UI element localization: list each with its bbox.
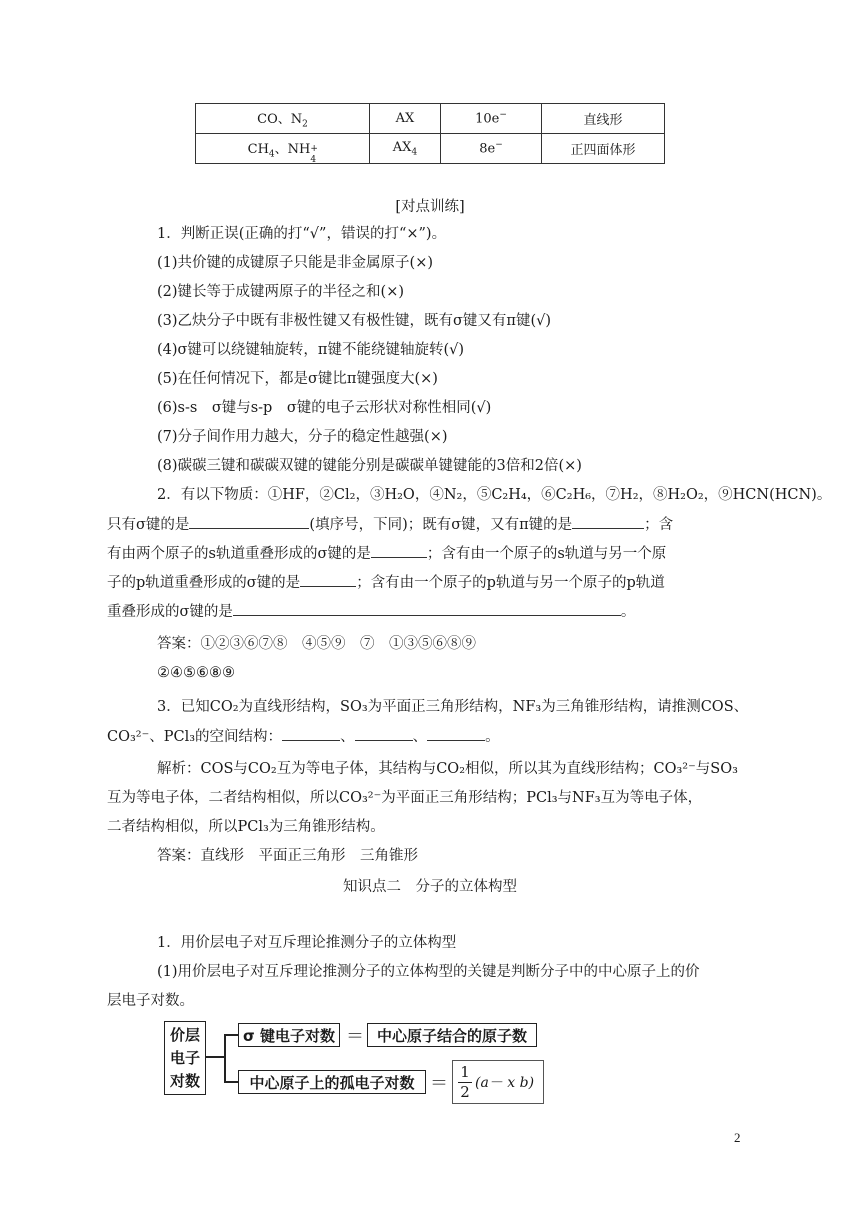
table-row <box>196 104 665 134</box>
q2-answer: 答案：①②③⑥⑦⑧ ④⑤⑨ ⑦ ①③⑤⑥⑧⑨ <box>157 636 476 652</box>
q2-line: 有由两个原子的s轨道重叠形成的σ键的是 ；含有由一个原子的s轨道与另一个原 <box>107 543 666 564</box>
answer-blank[interactable] <box>355 726 413 741</box>
equals-sign: ＝ <box>430 1073 448 1094</box>
diagram-root-box: 价层 电子 对数 <box>164 1021 206 1095</box>
lone-pairs-box: 中心原子上的孤电子对数 <box>238 1070 426 1094</box>
formula-denominator: 2 <box>460 1083 470 1101</box>
equals-sign: ＝ <box>346 1026 364 1047</box>
isoelectronic-table <box>195 103 665 164</box>
section-title: 知识点二 分子的立体构型 <box>343 879 517 895</box>
q2-line: 2．有以下物质：①HF，②Cl₂，③H₂O，④N₂，⑤C₂H₄，⑥C₂H₆，⑦H₂，⑧H₂O₂，⑨HCN(HCN)。 <box>157 487 832 503</box>
q3-analysis: 二者结构相似，所以PCl₃为三角锥形结构。 <box>107 819 385 835</box>
answer-blank[interactable] <box>233 601 621 616</box>
shape-cell: 正四面体形 <box>542 134 665 164</box>
type-cell: AX <box>370 104 441 134</box>
diagram-connector <box>206 1056 224 1058</box>
q1-item: (7)分子间作用力越大，分子的稳定性越强(×) <box>157 429 448 445</box>
electrons-cell: 10e− <box>441 104 542 134</box>
sigma-bond-pairs-box: σ 键电子对数 <box>238 1023 340 1047</box>
practice-title: [对点训练] <box>395 199 465 215</box>
answer-blank[interactable] <box>282 726 340 741</box>
species-cell: CO、$N_2$ <box>196 104 370 134</box>
q2-answer: ②④⑤⑥⑧⑨ <box>157 665 235 681</box>
q2-line: 子的p轨道重叠形成的σ键的是 ；含有由一个原子的p轨道与另一个原子的p轨道 <box>107 572 665 593</box>
answer-blank[interactable] <box>300 572 356 587</box>
section-paragraph: 层电子对数。 <box>107 993 194 1009</box>
answer-blank[interactable] <box>572 514 644 529</box>
formula-expression: (a－ x b) <box>475 1075 535 1091</box>
answer-blank[interactable] <box>371 543 427 558</box>
q3-line: 3．已知CO₂为直线形结构，SO₃为平面正三角形结构，NF₃为三角锥形结构，请推测COS、 <box>157 699 749 715</box>
section-heading: 1．用价层电子对互斥理论推测分子的立体构型 <box>157 935 457 951</box>
q3-analysis: 解析：COS与CO₂互为等电子体，其结构与CO₂相似，所以其为直线形结构；CO₃²⁻与SO₃ <box>157 761 738 777</box>
q1-item: (1)共价键的成键原子只能是非金属原子(×) <box>157 255 434 271</box>
shape-cell: 直线形 <box>542 104 665 134</box>
page-number: 2 <box>734 1130 741 1145</box>
formula-numerator: 1 <box>460 1063 470 1081</box>
q3-analysis: 互为等电子体，二者结构相似，所以CO₃²⁻为平面正三角形结构；PCl₃与NF₃互为等电子体， <box>107 790 703 806</box>
diagram-connector <box>224 1081 238 1083</box>
q3-line: CO₃²⁻、PCl₃的空间结构： 、 、 。 <box>107 726 500 747</box>
species-cell: $CH_4$、NH + 4 <box>196 134 370 164</box>
diagram-connector <box>224 1034 226 1082</box>
diagram-connector <box>224 1034 238 1036</box>
q1-item: (8)碳碳三键和碳碳双键的键能分别是碳碳单键键能的3倍和2倍(×) <box>157 458 582 474</box>
table-row <box>196 134 665 164</box>
type-cell: $AX_4$ <box>370 134 441 164</box>
q1-item: (3)乙炔分子中既有非极性键又有极性键，既有σ键又有π键(√) <box>157 313 552 329</box>
q2-line: 只有σ键的是 (填序号，下同)；既有σ键，又有π键的是 ；含 <box>107 514 673 535</box>
section-paragraph: (1)用价层电子对互斥理论推测分子的立体构型的关键是判断分子中的中心原子上的价 <box>157 964 700 980</box>
q1-item: (5)在任何情况下，都是σ键比π键强度大(×) <box>157 371 438 387</box>
bonded-atoms-box: 中心原子结合的原子数 <box>367 1023 537 1047</box>
q1-item: (6)s-s σ键与s-p σ键的电子云形状对称性相同(√) <box>157 400 492 416</box>
q1-item: (4)σ键可以绕键轴旋转，π键不能绕键轴旋转(√) <box>157 342 465 358</box>
q2-line: 重叠形成的σ键的是 。 <box>107 601 635 622</box>
answer-blank[interactable] <box>189 514 309 529</box>
q1-stem: 1．判断正误(正确的打“√”，错误的打“×”)。 <box>157 226 447 242</box>
answer-blank[interactable] <box>427 726 485 741</box>
q3-answer: 答案：直线形 平面正三角形 三角锥形 <box>157 848 418 864</box>
q1-item: (2)键长等于成键两原子的半径之和(×) <box>157 284 405 300</box>
formula-box <box>452 1060 544 1104</box>
electrons-cell: 8e− <box>441 134 542 164</box>
